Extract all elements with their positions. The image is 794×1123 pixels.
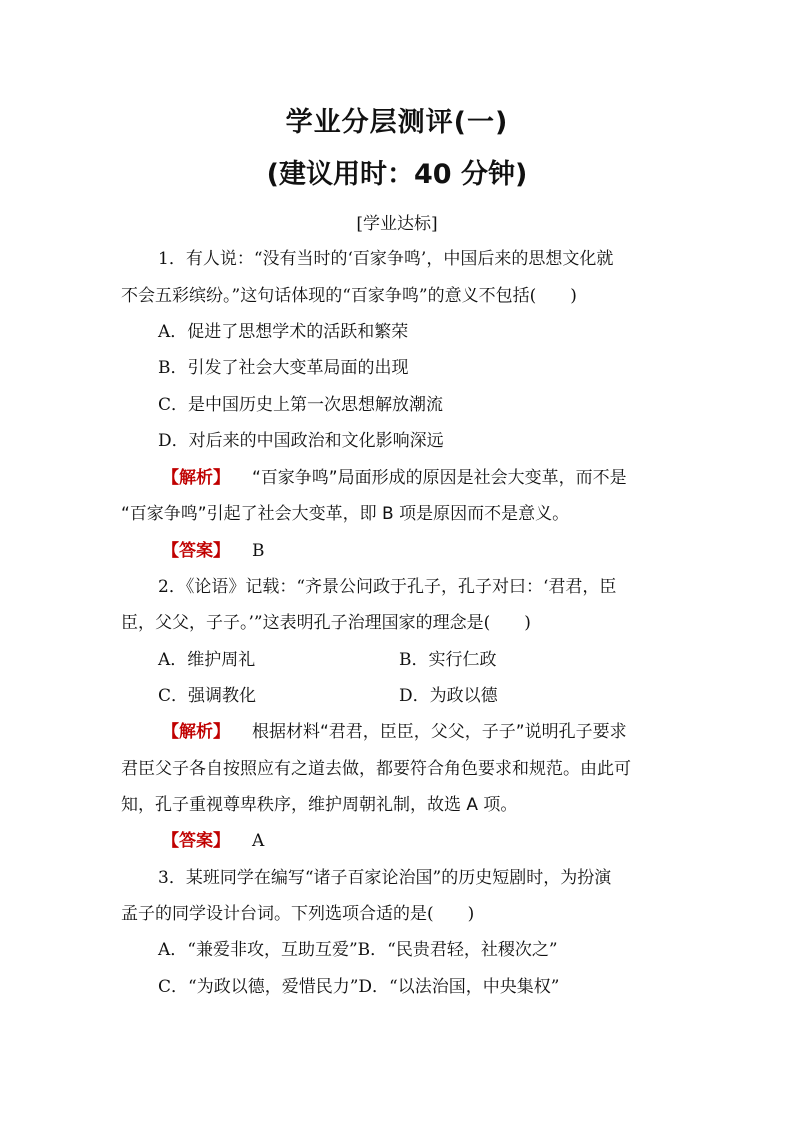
q1-analysis-tag: 【解析】 <box>162 468 230 488</box>
q2-option-c: C．强调教化 <box>158 686 257 706</box>
q2-analysis-tag: 【解析】 <box>162 722 230 742</box>
page-title: 学业分层测评(一) <box>285 107 509 138</box>
q2-analysis-line-2: 君臣父子各自按照应有之道去做，都要符合角色要求和规范。由此可 <box>121 759 631 779</box>
q2-analysis-text-1: 根据材料“君君，臣臣，父父，子子”说明孔子要求 <box>252 722 627 742</box>
q2-stem-line-2: 臣，父父，子子。’”这表明孔子治理国家的理念是( ) <box>121 613 531 633</box>
q1-answer: B <box>252 541 265 561</box>
q2-stem-line-1: 2．《论语》记载：“齐景公问政于孔子，孔子对曰：‘君君，臣 <box>158 577 617 597</box>
q3-stem-line-1: 3．某班同学在编写“诸子百家论治国”的历史短剧时，为扮演 <box>158 868 612 888</box>
q2-answer-tag: 【答案】 <box>162 831 230 851</box>
q1-analysis-text-1: “百家争鸣”局面形成的原因是社会大变革，而不是 <box>252 468 627 488</box>
q2-answer: A <box>252 831 265 851</box>
section-heading: [学业达标] <box>356 214 438 234</box>
q1-analysis-line-1 <box>162 466 627 490</box>
q1-analysis-line-2: “百家争鸣”引起了社会大变革，即 B 项是原因而不是意义。 <box>121 504 570 524</box>
q3-options-ab: A．“兼爱非攻，互助互爱”B．“民贵君轻，社稷次之” <box>158 940 558 960</box>
q1-answer-line <box>162 539 265 563</box>
q2-analysis-line-1 <box>162 720 627 744</box>
q2-option-a: A．维护周礼 <box>158 650 256 670</box>
page-subtitle: (建议用时：40 分钟) <box>266 159 528 190</box>
q2-answer-line <box>162 829 264 853</box>
q1-option-d: D．对后来的中国政治和文化影响深远 <box>158 431 444 451</box>
q1-option-b: B．引发了社会大变革局面的出现 <box>158 358 409 378</box>
q3-options-cd: C．“为政以德，爱惜民力”D．“以法治国，中央集权” <box>158 977 560 997</box>
q2-option-d: D．为政以德 <box>399 686 498 706</box>
q1-stem-line-1: 1．有人说：“没有当时的‘百家争鸣’，中国后来的思想文化就 <box>158 249 614 269</box>
q1-answer-tag: 【答案】 <box>162 541 230 561</box>
q1-option-a: A．促进了思想学术的活跃和繁荣 <box>158 322 409 342</box>
q1-option-c: C．是中国历史上第一次思想解放潮流 <box>158 395 444 415</box>
q2-analysis-line-3: 知，孔子重视尊卑秩序，维护周朝礼制，故选 A 项。 <box>121 795 518 815</box>
q3-stem-line-2: 孟子的同学设计台词。下列选项合适的是( ) <box>121 904 475 924</box>
q1-stem-line-2: 不会五彩缤纷。”这句话体现的“百家争鸣”的意义不包括( ) <box>121 286 577 306</box>
q2-option-b: B．实行仁政 <box>399 650 497 670</box>
